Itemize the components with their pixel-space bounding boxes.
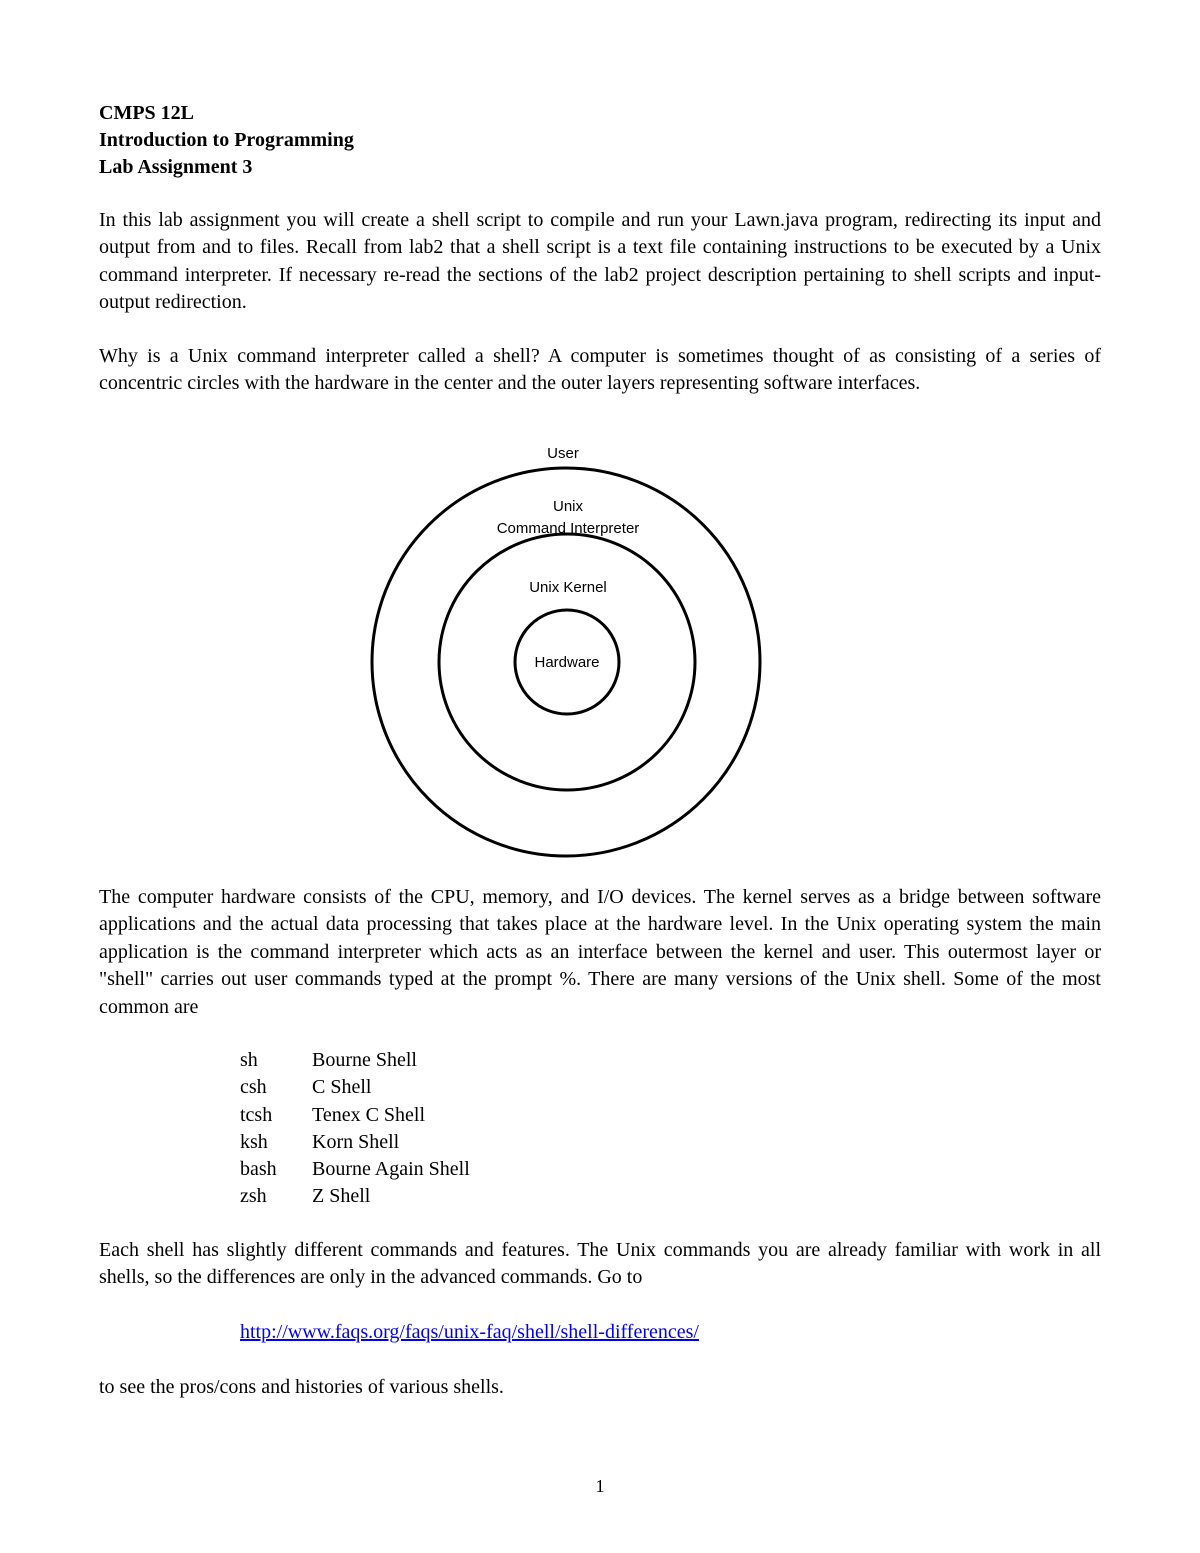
shell-name: Tenex C Shell xyxy=(312,1103,426,1126)
shell-row xyxy=(240,1102,470,1129)
shell-row xyxy=(240,1183,470,1210)
shell-list xyxy=(240,1047,470,1211)
shell-row xyxy=(240,1156,470,1183)
shell-label-line1: Unix xyxy=(552,498,584,515)
page-number: 1 xyxy=(595,1476,605,1496)
course-code: CMPS 12L xyxy=(99,102,194,124)
shell-name: C Shell xyxy=(312,1076,372,1099)
hardware-paragraph: The computer hardware consists of the CPU, memory, and I/O devices. The kernel serves as a bridge between software applications and the actual data processing that takes place at the hardware level. In the Unix operating system the main application is the command interpreter which acts as an interface between the kernel and user. This outermost layer or "shell" carries out user commands typed at the prompt %. There are many versions of the Unix shell. Some of the most common are xyxy=(99,886,1101,1018)
shell-command: csh xyxy=(240,1076,267,1099)
document-header xyxy=(99,100,354,181)
hardware-label: Hardware xyxy=(534,654,600,671)
user-label: User xyxy=(547,445,579,462)
shell-row xyxy=(240,1074,470,1101)
shell-command: zsh xyxy=(240,1185,267,1208)
assignment-title: Lab Assignment 3 xyxy=(99,156,253,178)
shell-row xyxy=(240,1047,470,1074)
shell-command: sh xyxy=(240,1049,258,1071)
differences-paragraph: Each shell has slightly different commands and features. The Unix commands you are already familiar with work in all shells, so the differences are only in the advanced commands. Go to xyxy=(99,1239,1101,1289)
shell-name: Bourne Again Shell xyxy=(312,1158,470,1181)
shell-command: tcsh xyxy=(240,1103,273,1126)
kernel-label: Unix Kernel xyxy=(529,579,607,596)
why-shell-paragraph: Why is a Unix command interpreter called a shell? A computer is sometimes thought of as consisting of a series of concentric circles with the hardware in the center and the outer layers representing software interfaces. xyxy=(99,345,1101,395)
shell-differences-link[interactable]: http://www.faqs.org/faqs/unix-faq/shell/shell-differences/ xyxy=(240,1321,699,1343)
link-line xyxy=(240,1319,699,1346)
shell-layers-diagram xyxy=(360,440,770,865)
shell-row xyxy=(240,1129,470,1156)
pros-cons-paragraph: to see the pros/cons and histories of various shells. xyxy=(99,1376,504,1398)
shell-name: Korn Shell xyxy=(312,1130,400,1153)
shell-command: ksh xyxy=(240,1130,268,1153)
shell-name: Bourne Shell xyxy=(312,1049,417,1071)
course-title: Introduction to Programming xyxy=(99,129,354,151)
shell-name: Z Shell xyxy=(312,1185,371,1208)
intro-paragraph: In this lab assignment you will create a shell script to compile and run your Lawn.java program, redirecting its input and output from and to files. Recall from lab2 that a shell script is a text file containing instructions to be executed by a Unix command interpreter. If necessary re-read the sections of the lab2 project description pertaining to shell scripts and input-output redirection. xyxy=(99,209,1101,314)
concentric-circles-svg xyxy=(360,440,770,865)
shell-command: bash xyxy=(240,1158,277,1181)
shell-label-line2: Command Interpreter xyxy=(496,520,640,537)
